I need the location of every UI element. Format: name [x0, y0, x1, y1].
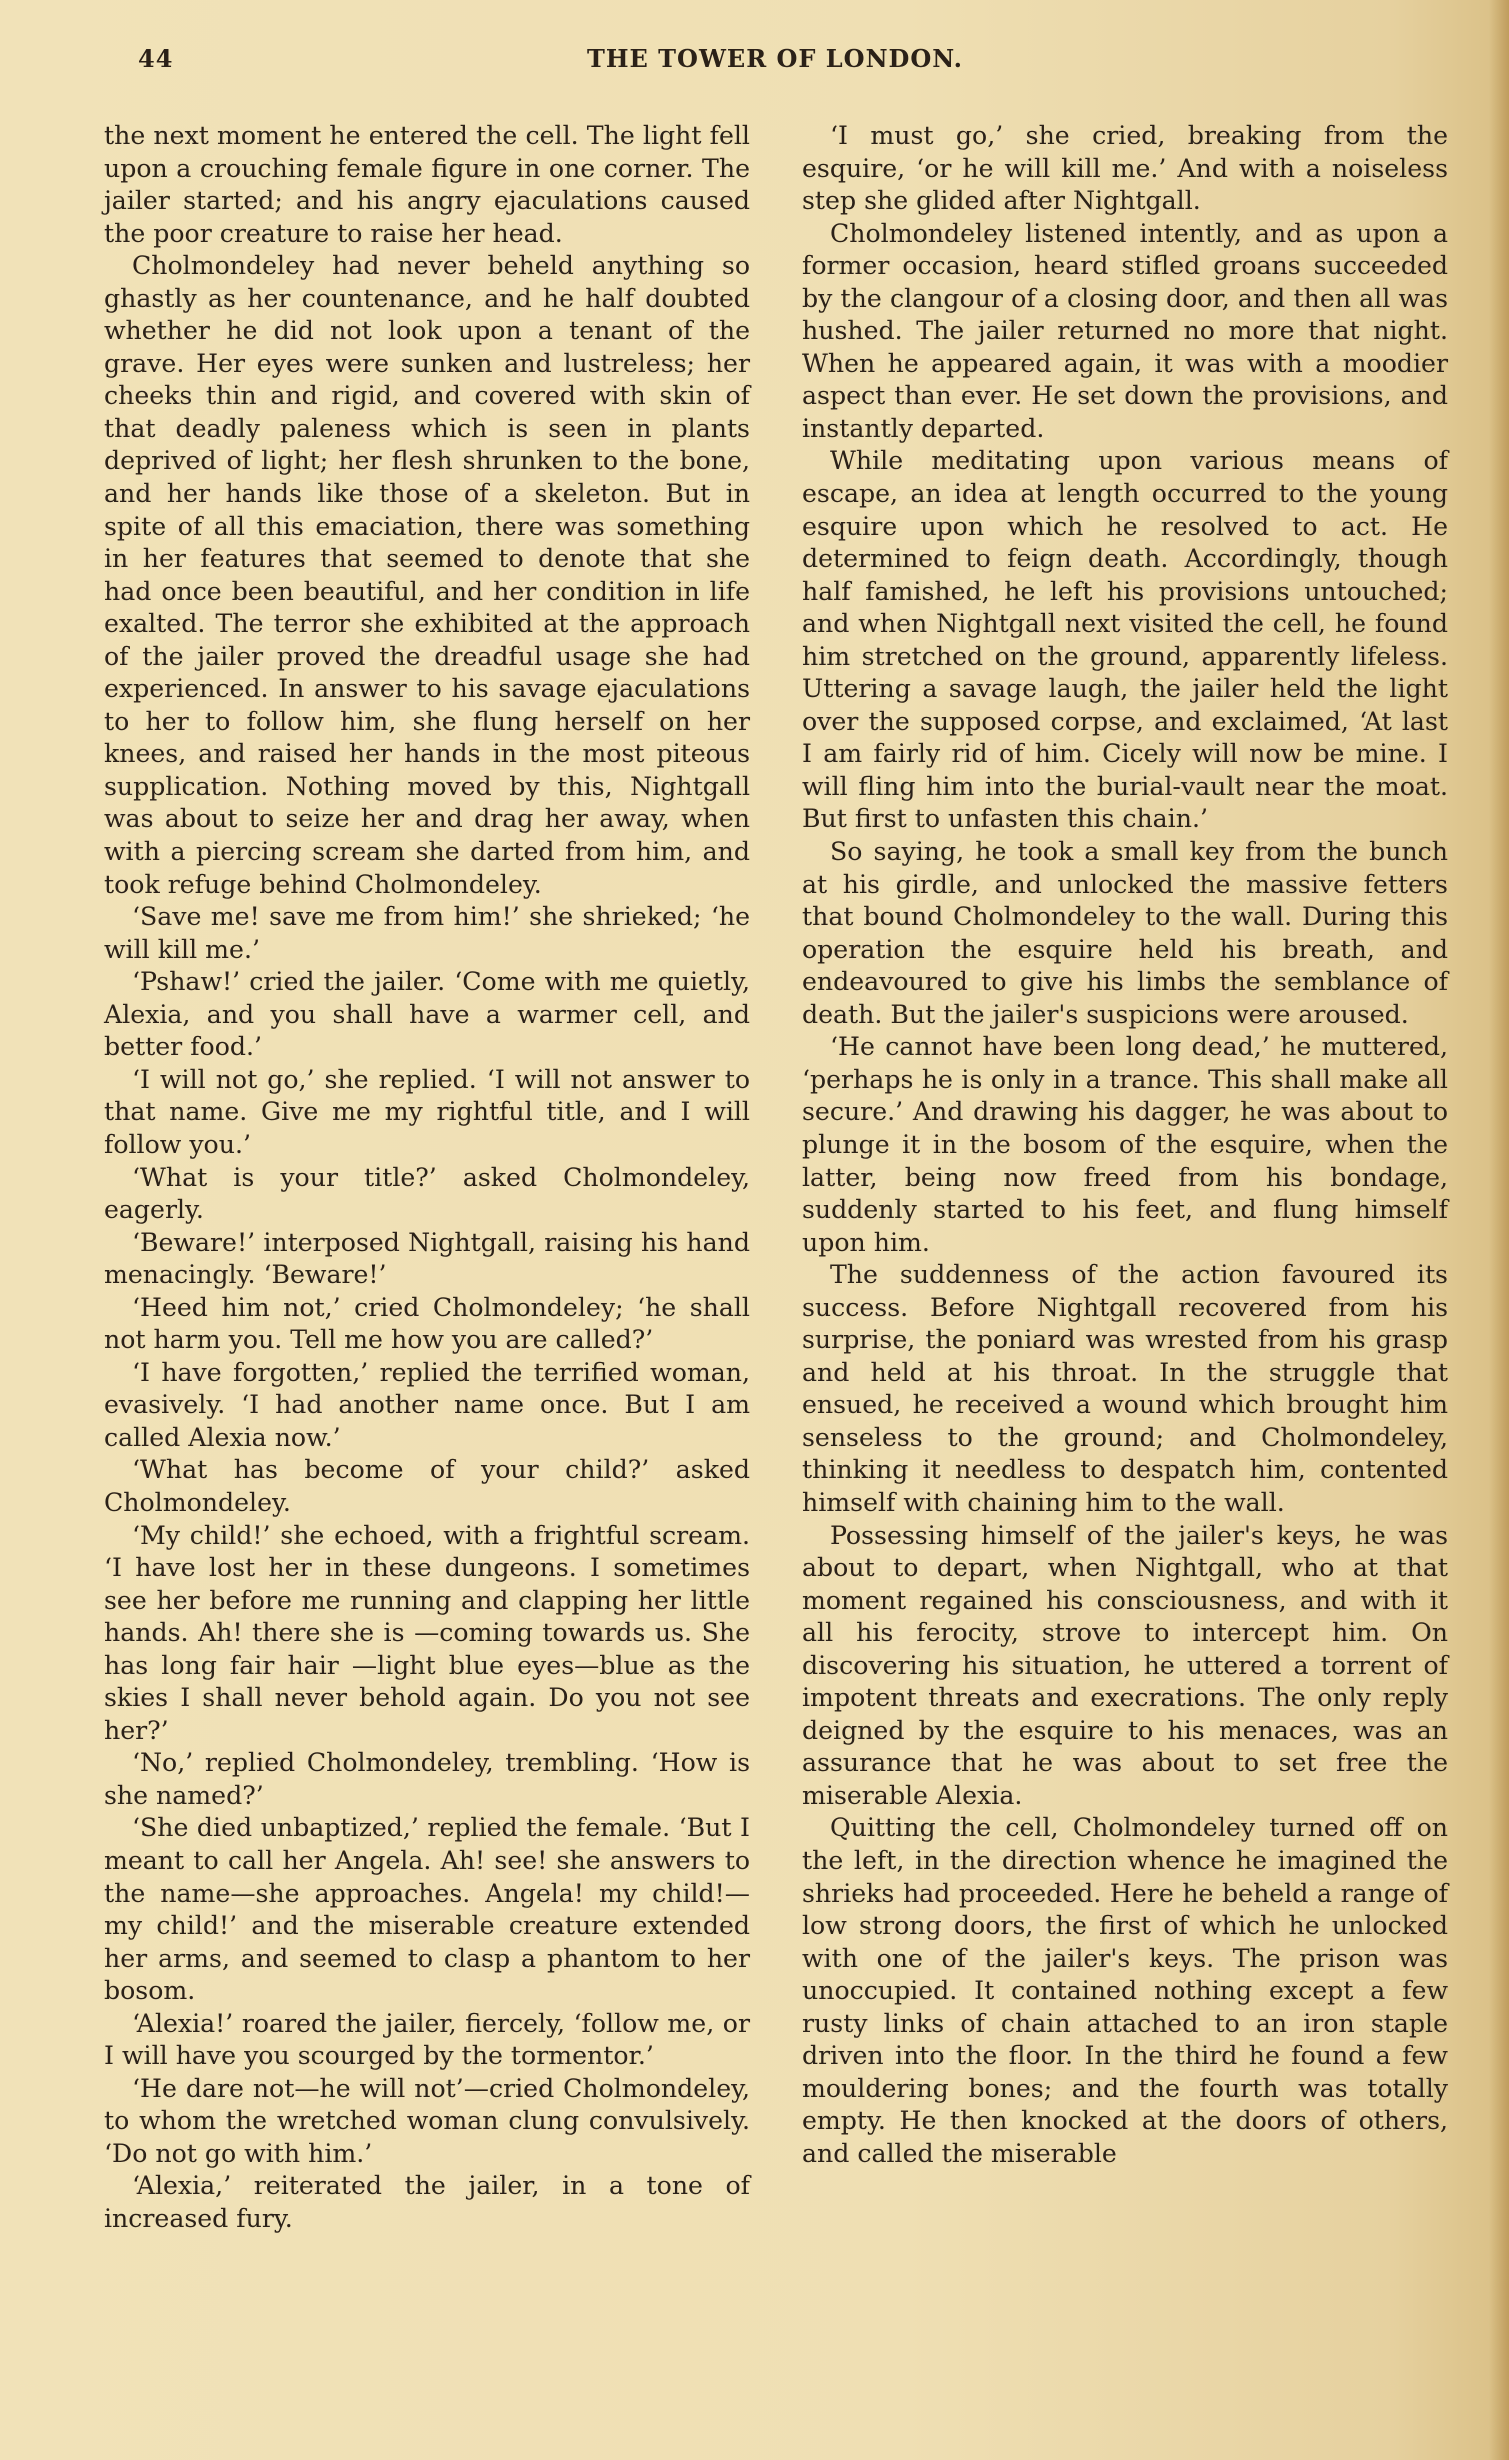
paragraph: ‘Pshaw!’ cried the jailer. ‘Come with me quietly, Alexia, and you shall have a warmer cell, and better food.’	[104, 967, 750, 1062]
paragraph: ‘She died unbaptized,’ replied the female. ‘But I meant to call her Angela. Ah! see! she answers to the name—she approaches. Angela! my child!—my child!’ and the miserable creature extended her arms, and seemed to clasp a phantom to her bosom.	[104, 1813, 750, 2006]
paragraph: ‘He cannot have been long dead,’ he muttered, ‘perhaps he is only in a trance. This shall make all secure.’ And drawing his dagger, he was about to plunge it in the bosom of the esquire, when the latter, being now freed from his bondage, suddenly started to his feet, and flung himself upon him.	[802, 1032, 1448, 1257]
paragraph: Cholmondeley had never beheld anything so ghastly as her countenance, and he half doubted whether he did not look upon a tenant of the grave. Her eyes were sunken and lustreless; her cheeks thin and rigid, and covered with skin of that deadly paleness which is seen in plants deprived of light; her flesh shrunken to the bone, and her hands like those of a skeleton. But in spite of all this emaciation, there was something in her features that seemed to denote that she had once been beautiful, and her condition in life exalted. The terror she exhibited at the approach of the jailer proved the dreadful usage she had experienced. In answer to his savage ejaculations to her to follow him, she flung herself on her knees, and raised her hands in the most piteous supplication. Nothing moved by this, Nightgall was about to seize her and drag her away, when with a piercing scream she darted from him, and took refuge behind Cholmondeley.	[104, 251, 750, 899]
paragraph: ‘Alexia!’ roared the jailer, fiercely, ‘follow me, or I will have you scourged by the tormentor.’	[104, 2008, 750, 2071]
paragraph: ‘What is your title?’ asked Cholmondeley, eagerly.	[104, 1162, 750, 1225]
paragraph: ‘My child!’ she echoed, with a frightful scream. ‘I have lost her in these dungeons. I sometimes see her before me running and clapping her little hands. Ah! there she is —coming towards us. She has long fair hair —light blue eyes—blue as the skies I shall never behold again. Do you not see her?’	[104, 1520, 750, 1745]
paragraph: Cholmondeley listened intently, and as upon a former occasion, heard stifled groans succeeded by the clangour of a closing door, and then all was hushed. The jailer returned no more that night. When he appeared again, it was with a moodier aspect than ever. He set down the provisions, and instantly departed.	[802, 218, 1448, 443]
paragraph: While meditating upon various means of escape, an idea at length occurred to the young esquire upon which he resolved to act. He determined to feign death. Accordingly, though half famished, he left his provisions untouched; and when Nightgall next visited the cell, he found him stretched on the ground, apparently lifeless. Uttering a savage laugh, the jailer held the light over the supposed corpse, and exclaimed, ‘At last I am fairly rid of him. Cicely will now be mine. I will fling him into the burial-vault near the moat. But first to unfasten this chain.’	[802, 446, 1448, 834]
page-number: 44	[138, 44, 174, 73]
paragraph: ‘What has become of your child?’ asked Cholmondeley.	[104, 1455, 750, 1517]
paragraph: ‘Beware!’ interposed Nightgall, raising his hand menacingly. ‘Beware!’	[104, 1227, 750, 1290]
page-header	[100, 44, 1450, 84]
paragraph: ‘I will not go,’ she replied. ‘I will not answer to that name. Give me my rightful title, and I will follow you.’	[104, 1064, 750, 1159]
right-column	[802, 120, 1448, 2170]
paragraph: Quitting the cell, Cholmondeley turned off on the left, in the direction whence he imagined the shrieks had proceeded. Here he beheld a range of low strong doors, the first of which he unlocked with one of the jailer's keys. The prison was unoccupied. It contained nothing except a few rusty links of chain attached to an iron staple driven into the floor. In the third he found a few mouldering bones; and the fourth was totally empty. He then knocked at the doors of others, and called the miserable	[802, 1813, 1448, 2168]
paragraph: the next moment he entered the cell. The light fell upon a crouching female figure in one corner. The jailer started; and his angry ejaculations caused the poor creature to raise her head.	[104, 121, 750, 248]
page-edge-shadow	[1489, 0, 1509, 2460]
left-column	[104, 120, 750, 2236]
paragraph: ‘I must go,’ she cried, breaking from the esquire, ‘or he will kill me.’ And with a noiseless step she glided after Nightgall.	[802, 121, 1448, 216]
paragraph: ‘Alexia,’ reiterated the jailer, in a tone of increased fury.	[104, 2171, 750, 2233]
paragraph: ‘Heed him not,’ cried Cholmondeley; ‘he shall not harm you. Tell me how you are called?’	[104, 1292, 750, 1355]
running-title: THE TOWER OF LONDON.	[587, 44, 963, 73]
paragraph: ‘No,’ replied Cholmondeley, trembling. ‘How is she named?’	[104, 1748, 750, 1810]
paragraph: ‘I have forgotten,’ replied the terrified woman, evasively. ‘I had another name once. But I am called Alexia now.’	[104, 1357, 750, 1452]
paragraph: ‘He dare not—he will not’—cried Cholmondeley, to whom the wretched woman clung convulsively. ‘Do not go with him.’	[104, 2073, 750, 2168]
paragraph: So saying, he took a small key from the bunch at his girdle, and unlocked the massive fetters that bound Cholmondeley to the wall. During this operation the esquire held his breath, and endeavoured to give his limbs the semblance of death. But the jailer's suspicions were aroused.	[802, 837, 1448, 1029]
paragraph: ‘Save me! save me from him!’ she shrieked; ‘he will kill me.’	[104, 902, 750, 964]
paragraph: Possessing himself of the jailer's keys, he was about to depart, when Nightgall, who at that moment regained his consciousness, and with it all his ferocity, strove to intercept him. On discovering his situation, he uttered a torrent of impotent threats and execrations. The only reply deigned by the esquire to his menaces, was an assurance that he was about to set free the miserable Alexia.	[802, 1520, 1448, 1810]
paragraph: The suddenness of the action favoured its success. Before Nightgall recovered from his surprise, the poniard was wrested from his grasp and held at his throat. In the struggle that ensued, he received a wound which brought him senseless to the ground; and Cholmondeley, thinking it needless to despatch him, contented himself with chaining him to the wall.	[802, 1260, 1448, 1517]
